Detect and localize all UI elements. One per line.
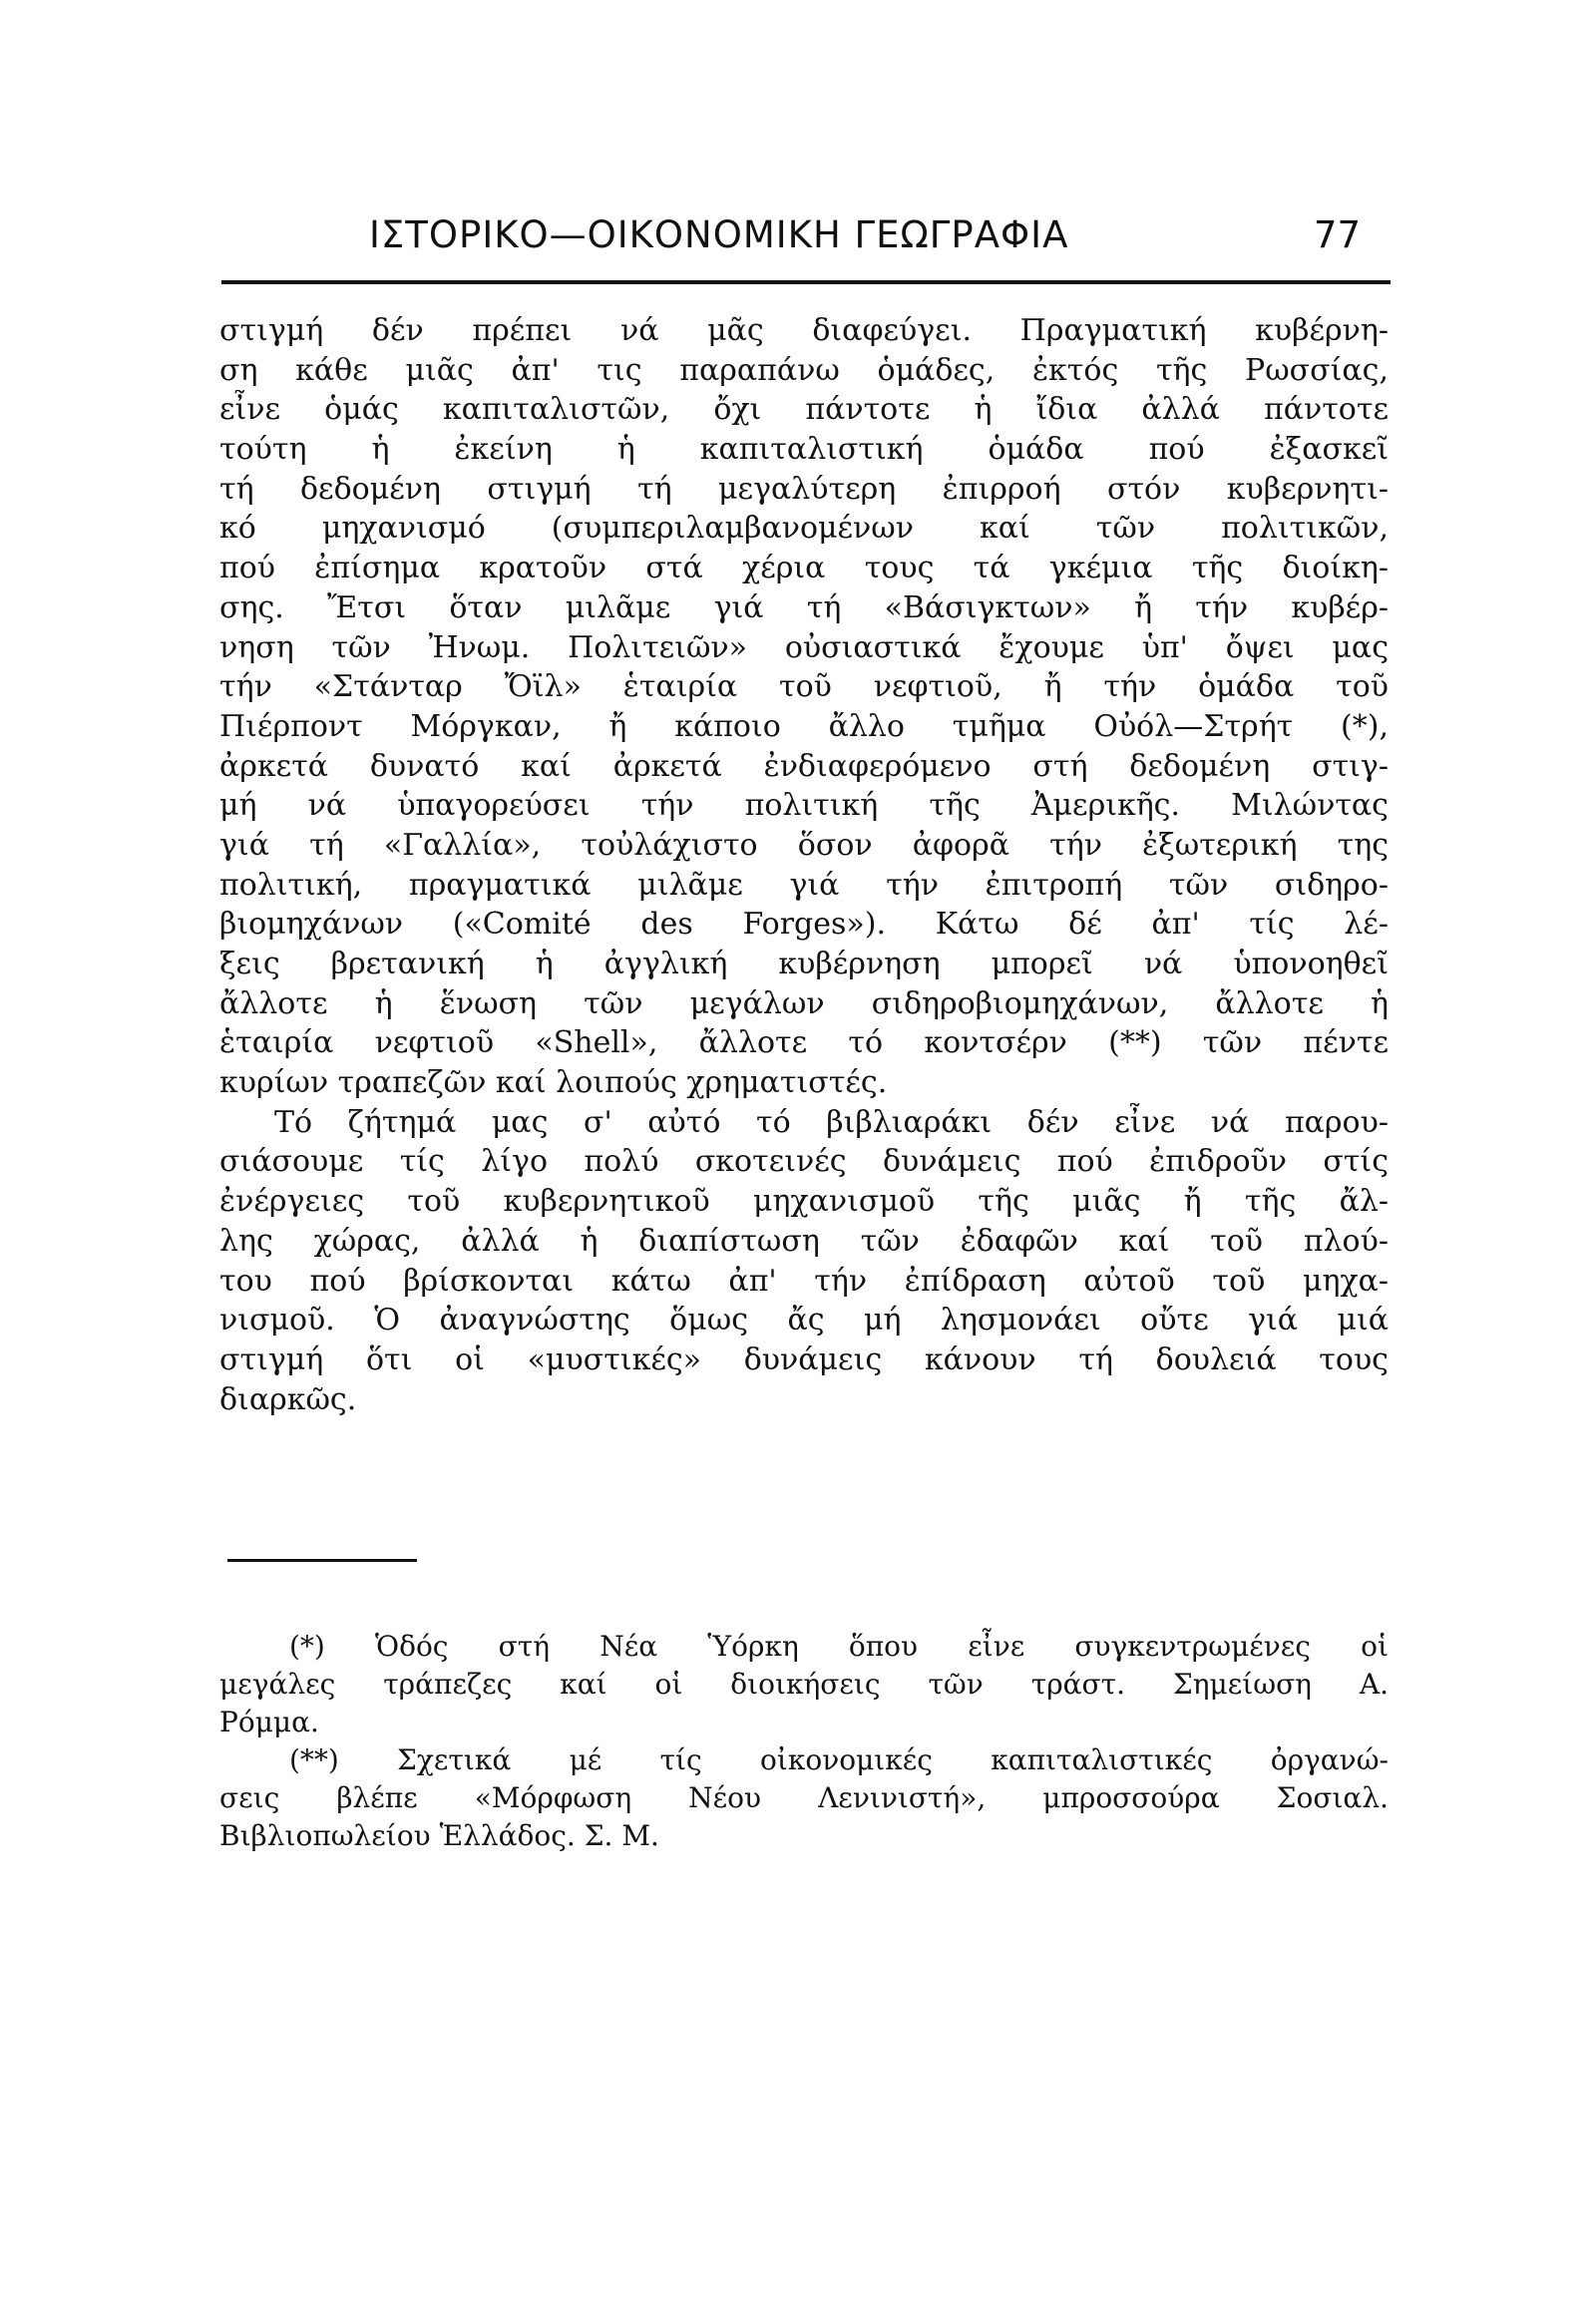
text-line: ἑταιρία νεφτιοῦ «Shell», ἄλλοτε τό κοντσέρν (**) τῶν πέντε [219, 1025, 1389, 1061]
footnote-line: μεγάλες τράπεζες καί οἱ διοικήσεις τῶν τράστ. Σημείωση Α. [219, 1668, 1389, 1701]
text-line: σης. Ἔτσι ὅταν μιλᾶμε γιά τή «Βάσιγκτων» ἤ τήν κυβέρ- [219, 589, 1389, 625]
text-line: στιγμή ὅτι οἱ «μυστικές» δυνάμεις κάνουν τή δουλειά τους [219, 1342, 1389, 1377]
text-line: τή δεδομένη στιγμή τή μεγαλύτερη ἐπιρροή στόν κυβερνητι- [219, 471, 1389, 507]
text-line: νηση τῶν Ἠνωμ. Πολιτειῶν» οὐσιαστικά ἔχουμε ὑπ' ὄψει μας [219, 629, 1389, 665]
text-line: ση κάθε μιᾶς ἀπ' τις παραπάνω ὁμάδες, ἐκτός τῆς Ρωσσίας, [219, 352, 1389, 388]
footnote-line: Βιβλιοπωλείου Ἑλλάδος. Σ. Μ. [219, 1819, 659, 1852]
text-line: νισμοῦ. Ὁ ἀναγνώστης ὅμως ἄς μή λησμονάει οὔτε γιά μιά [219, 1303, 1389, 1339]
text-line: κυρίων τραπεζῶν καί λοιπούς χρηματιστές. [219, 1065, 888, 1101]
header-rule [221, 280, 1391, 284]
footnote-line: (**) Σχετικά μέ τίς οἰκονομικές καπιταλιστικές ὀργανώ- [289, 1743, 1389, 1776]
footnote-line: Ρόμμα. [219, 1706, 319, 1738]
text-line: σιάσουμε τίς λίγο πολύ σκοτεινές δυνάμεις πού ἐπιδροῦν στίς [219, 1144, 1389, 1180]
text-line: ξεις βρετανική ἡ ἀγγλική κυβέρνηση μπορεῖ νά ὑπονοηθεῖ [219, 947, 1389, 981]
text-line: εἶνε ὁμάς καπιταλιστῶν, ὄχι πάντοτε ἡ ἴδια ἀλλά πάντοτε [219, 392, 1389, 428]
footnote-line: (*) Ὁδός στή Νέα Ὑόρκη ὅπου εἶνε συγκεντρωμένες οἱ [289, 1630, 1389, 1663]
text-line: του πού βρίσκονται κάτω ἀπ' τήν ἐπίδραση αὐτοῦ τοῦ μηχα- [219, 1263, 1389, 1299]
text-line: τούτη ἡ ἐκείνη ἡ καπιταλιστική ὁμάδα πού ἐξασκεῖ [219, 432, 1389, 468]
page-header [221, 211, 1391, 271]
text-line: βιομηχάνων («Comité des Forges»). Κάτω δέ ἀπ' τίς λέ- [219, 907, 1389, 943]
running-title: ΙΣΤΟΡΙΚΟ—ΟΙΚΟΝΟΜΙΚΗ ΓΕΩΓΡΑΦΙΑ [369, 213, 1069, 256]
text-line: Τό ζήτημά μας σ' αὐτό τό βιβλιαράκι δέν εἶνε νά παρου- [274, 1104, 1389, 1140]
text-line: Πιέρποντ Μόργκαν, ἤ κάποιο ἄλλο τμῆμα Οὐόλ—Στρήτ (*), [219, 708, 1389, 744]
footnotes [219, 1628, 1389, 1855]
text-line: πολιτική, πραγματικά μιλᾶμε γιά τήν ἐπιτροπή τῶν σιδηρο- [219, 867, 1389, 903]
body-text [219, 311, 1389, 1419]
text-line: πού ἐπίσημα κρατοῦν στά χέρια τους τά γκέμια τῆς διοίκη- [219, 551, 1389, 586]
text-line: τήν «Στάνταρ Ὄϊλ» ἑταιρία τοῦ νεφτιοῦ, ἤ τήν ὁμάδα τοῦ [219, 669, 1389, 705]
text-line: ἀρκετά δυνατό καί ἀρκετά ἐνδιαφερόμενο στή δεδομένη στιγ- [219, 748, 1389, 784]
text-line: ἐνέργειες τοῦ κυβερνητικοῦ μηχανισμοῦ τῆς μιᾶς ἤ τῆς ἄλ- [219, 1184, 1389, 1220]
text-line: στιγμή δέν πρέπει νά μᾶς διαφεύγει. Πραγματική κυβέρνη- [219, 313, 1389, 348]
text-line: διαρκῶς. [219, 1381, 357, 1417]
text-line: κό μηχανισμό (συμπεριλαμβανομένων καί τῶν πολιτικῶν, [219, 511, 1389, 547]
text-line: λης χώρας, ἀλλά ἡ διαπίστωση τῶν ἐδαφῶν καί τοῦ πλού- [219, 1223, 1389, 1259]
text-line: ἄλλοτε ἡ ἕνωση τῶν μεγάλων σιδηροβιομηχάνων, ἄλλοτε ἡ [219, 985, 1389, 1021]
text-line: μή νά ὑπαγορεύσει τήν πολιτική τῆς Ἀμερικῆς. Μιλώντας [219, 788, 1389, 824]
text-line: γιά τή «Γαλλία», τοὐλάχιστο ὅσον ἀφορᾶ τήν ἐξωτερική της [219, 827, 1389, 863]
footnote-separator [227, 1559, 417, 1562]
footnote-line: σεις βλέπε «Μόρφωση Νέου Λενινιστή», μπροσσούρα Σοσιαλ. [219, 1781, 1389, 1814]
page-number: 77 [1313, 213, 1361, 256]
